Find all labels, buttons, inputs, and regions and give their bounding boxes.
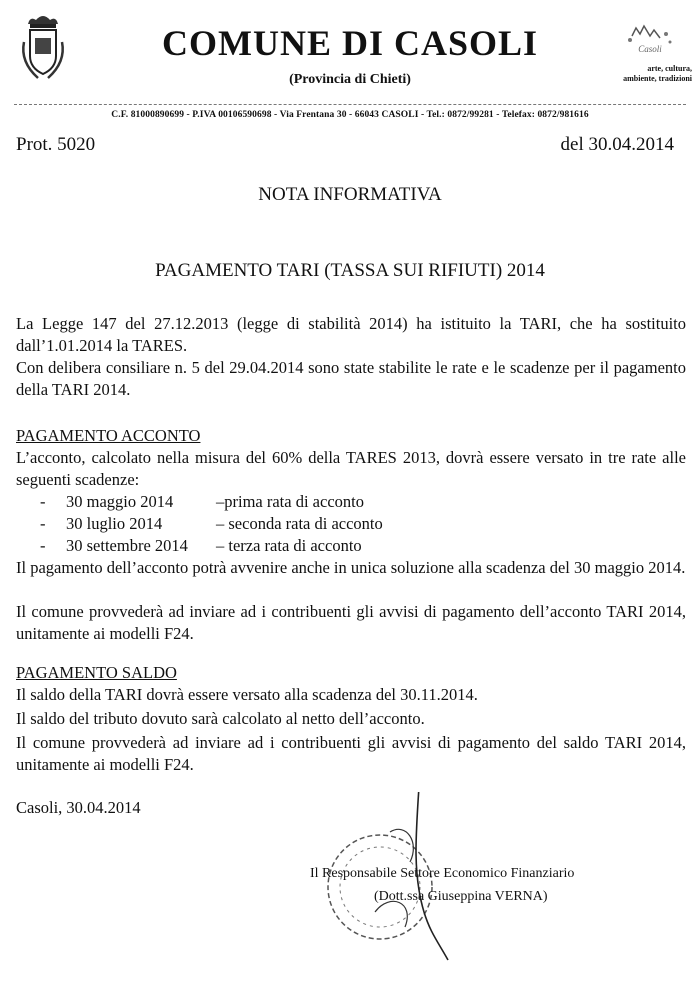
deadline-date: 30 maggio 2014 [66,492,174,511]
deadline-item [40,513,383,535]
deadline-dash: - [40,492,46,511]
acconto-note-1: Il pagamento dell’acconto potrà avvenire anche in unica soluzione alla scadenza del 30 maggio 2014. [16,558,686,577]
deadline-dash: - [40,536,46,555]
deadline-date: 30 luglio 2014 [66,514,163,533]
intro-paragraph-2: Con delibera consiliare n. 5 del 29.04.2014 sono state stabilite le rate e le scadenze per il pagamento della TARI 2014. [16,358,686,399]
place-and-date: Casoli, 30.04.2014 [16,798,141,817]
deadline-item [40,491,364,513]
deadline-desc: – seconda rata di acconto [216,514,383,533]
signatory-name: (Dott.ssa Giuseppina VERNA) [374,889,548,904]
deadline-item [40,535,362,557]
saldo-line-2: Il saldo del tributo dovuto sarà calcolato al netto dell’acconto. [16,709,425,728]
cultural-logo [624,24,676,56]
deadline-desc: –prima rata di acconto [216,492,364,511]
signatory-role: Il Responsabile Settore Economico Finanziario [310,866,575,881]
tagline [612,64,692,84]
municipality-title: COMUNE DI CASOLI [161,23,539,63]
tagline-line2: ambiente, tradizioni [623,74,692,83]
intro-paragraph-1: La Legge 147 del 27.12.2013 (legge di stabilità 2014) ha istituito la TARI, che ha sostituito dall’1.01.2014 la TARES. [16,314,686,355]
tagline-line1: arte, cultura, [647,64,692,73]
acconto-text: L’acconto, calcolato nella misura del 60% della TARES 2013, dovrà essere versato in tre rate alle seguenti scadenze: [16,448,686,489]
tax-info-line: C.F. 81000890699 - P.IVA 00106590698 - Via Frentana 30 - 66043 CASOLI - Tel.: 0872/99281 - Telefax: 0872/981616 [111,110,589,120]
document-title: NOTA INFORMATIVA [258,184,442,205]
saldo-heading: PAGAMENTO SALDO [16,663,177,682]
deadline-desc: – terza rata di acconto [216,536,362,555]
logo-text: Casoli [638,44,662,54]
saldo-line-1: Il saldo della TARI dovrà essere versato alla scadenza del 30.11.2014. [16,685,478,704]
header-divider [14,104,686,105]
subject-heading: PAGAMENTO TARI (TASSA SUI RIFIUTI) 2014 [155,260,545,281]
acconto-heading: PAGAMENTO ACCONTO [16,426,201,445]
deadline-dash: - [40,514,46,533]
province-subtitle: (Provincia di Chieti) [289,72,411,87]
acconto-note-2: Il comune provvederà ad inviare ad i contribuenti gli avvisi di pagamento dell’acconto TARI 2014, unitamente ai modelli F24. [16,602,686,643]
document-date: del 30.04.2014 [560,134,674,155]
saldo-line-3: Il comune provvederà ad inviare ad i contribuenti gli avvisi di pagamento del saldo TARI 2014, unitamente ai modelli F24. [16,733,686,774]
deadline-date: 30 settembre 2014 [66,536,188,555]
protocol-number: Prot. 5020 [16,134,96,155]
